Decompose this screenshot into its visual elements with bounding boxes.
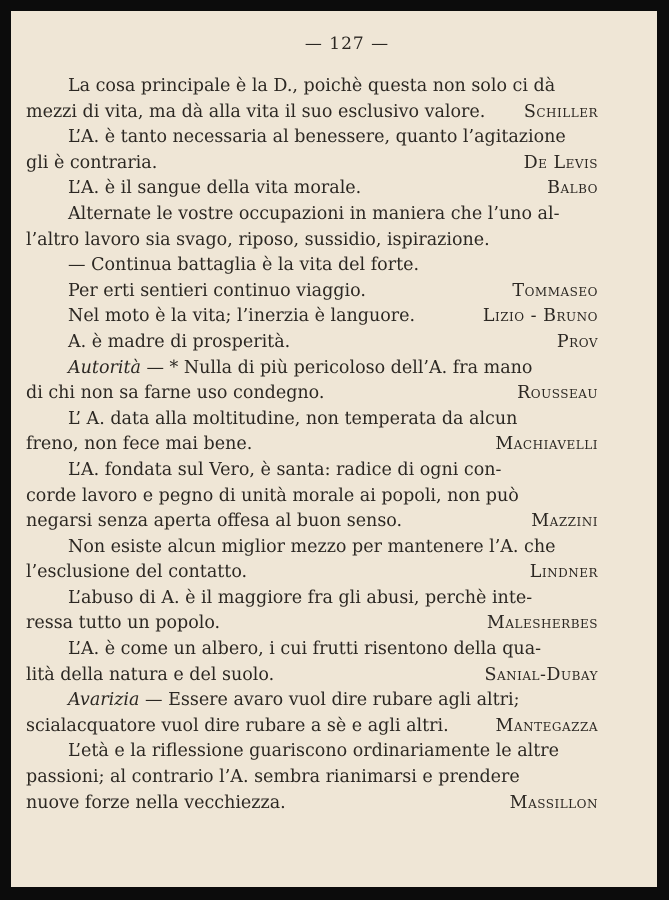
quote — [26, 535, 598, 586]
quote-line: Per erti sentieri continuo viaggio. — [68, 280, 366, 301]
quote-author: Lindner — [529, 562, 598, 583]
quote — [26, 202, 598, 253]
quote-line: A. è madre di prosperità. — [68, 331, 291, 352]
quote — [26, 74, 598, 125]
quote-line: corde lavoro e pegno di unità morale ai popoli, non può — [26, 485, 519, 506]
quote-line: L’A. è il sangue della vita morale. — [68, 178, 362, 199]
quote — [26, 407, 598, 458]
quote-author: Balbo — [547, 178, 598, 199]
quote — [26, 356, 598, 407]
quote-line: ressa tutto un popolo. — [26, 613, 221, 634]
quote-line: l’altro lavoro sia svago, riposo, sussidio, ispirazione. — [26, 229, 490, 250]
quote-line: lità della natura e del suolo. — [26, 664, 275, 685]
quote-line: Alternate le vostre occupazioni in maniera che l’uno al- — [68, 203, 560, 224]
quote-author: Massillon — [509, 792, 598, 813]
page-number: — 127 — — [304, 34, 390, 54]
quote-line: La cosa principale è la D., poichè questa non solo ci dà — [68, 76, 556, 96]
quote — [26, 125, 598, 176]
quote-line: L’abuso di A. è il maggiore fra gli abusi, perchè inte- — [68, 587, 533, 608]
quote-line: L’A. è tanto necessaria al benessere, quanto l’agitazione — [68, 127, 566, 148]
quote — [26, 637, 598, 688]
entry-heading: Autorità — [68, 357, 141, 378]
quote-author: Malesherbes — [486, 613, 598, 634]
quote-line: gli è contraria. — [26, 152, 158, 173]
quote-line: mezzi di vita, ma dà alla vita il suo esclusivo valore. — [26, 101, 486, 122]
quote — [26, 688, 598, 739]
quote-line: scialacquatore vuol dire rubare a sè e agli altri. — [26, 715, 449, 736]
quote-line: negarsi senza aperta offesa al buon senso. — [26, 511, 403, 532]
quote-line: L’età e la riflessione guariscono ordinariamente le altre — [68, 741, 559, 762]
quote-author: Machiavelli — [495, 434, 598, 455]
quote-line: di chi non sa farne uso condegno. — [26, 383, 325, 404]
quote — [26, 458, 598, 535]
quote — [26, 279, 598, 305]
quote — [26, 330, 598, 356]
quote-author: Rousseau — [517, 383, 598, 404]
quote-line: freno, non fece mai bene. — [26, 434, 253, 455]
quote-author: Tommaseo — [512, 280, 598, 301]
quote-line: Nel moto è la vita; l’inerzia è languore. — [68, 306, 416, 327]
quote-author: De Levis — [523, 152, 598, 173]
quote-line: passioni; al contrario l’A. sembra rianimarsi e prendere — [26, 767, 520, 788]
quote-author: Mazzini — [531, 511, 598, 532]
entry-heading: Avarizia — [68, 690, 140, 711]
quote-line: — Continua battaglia è la vita del forte. — [68, 255, 420, 276]
quote-line: L’ A. data alla moltitudine, non temperata da alcun — [68, 408, 518, 429]
quote-line: L’A. è come un albero, i cui frutti risentono della qua- — [68, 639, 542, 660]
quote-line: l’esclusione del contatto. — [26, 562, 248, 583]
quote-line: Non esiste alcun miglior mezzo per mantenere l’A. che — [68, 536, 556, 557]
quote — [26, 253, 598, 279]
quote-author: Schiller — [523, 101, 598, 122]
quote-author: Mantegazza — [495, 715, 598, 736]
quote-author: Lizio - Bruno — [482, 306, 598, 327]
quote-line: nuove forze nella vecchiezza. — [26, 792, 286, 813]
quote-line: — * Nulla di più pericoloso dell’A. fra mano — [140, 357, 533, 378]
quote-author: Prov — [556, 331, 598, 352]
book-page — [11, 11, 657, 887]
quote — [26, 304, 598, 330]
quote-author: Sanial-Dubay — [484, 664, 598, 685]
quote — [26, 586, 598, 637]
quote — [26, 739, 598, 816]
quote — [26, 176, 598, 202]
quote-line: L’A. fondata sul Vero, è santa: radice di ogni con- — [68, 459, 502, 480]
quote-line: — Essere avaro vuol dire rubare agli altri; — [139, 690, 520, 711]
